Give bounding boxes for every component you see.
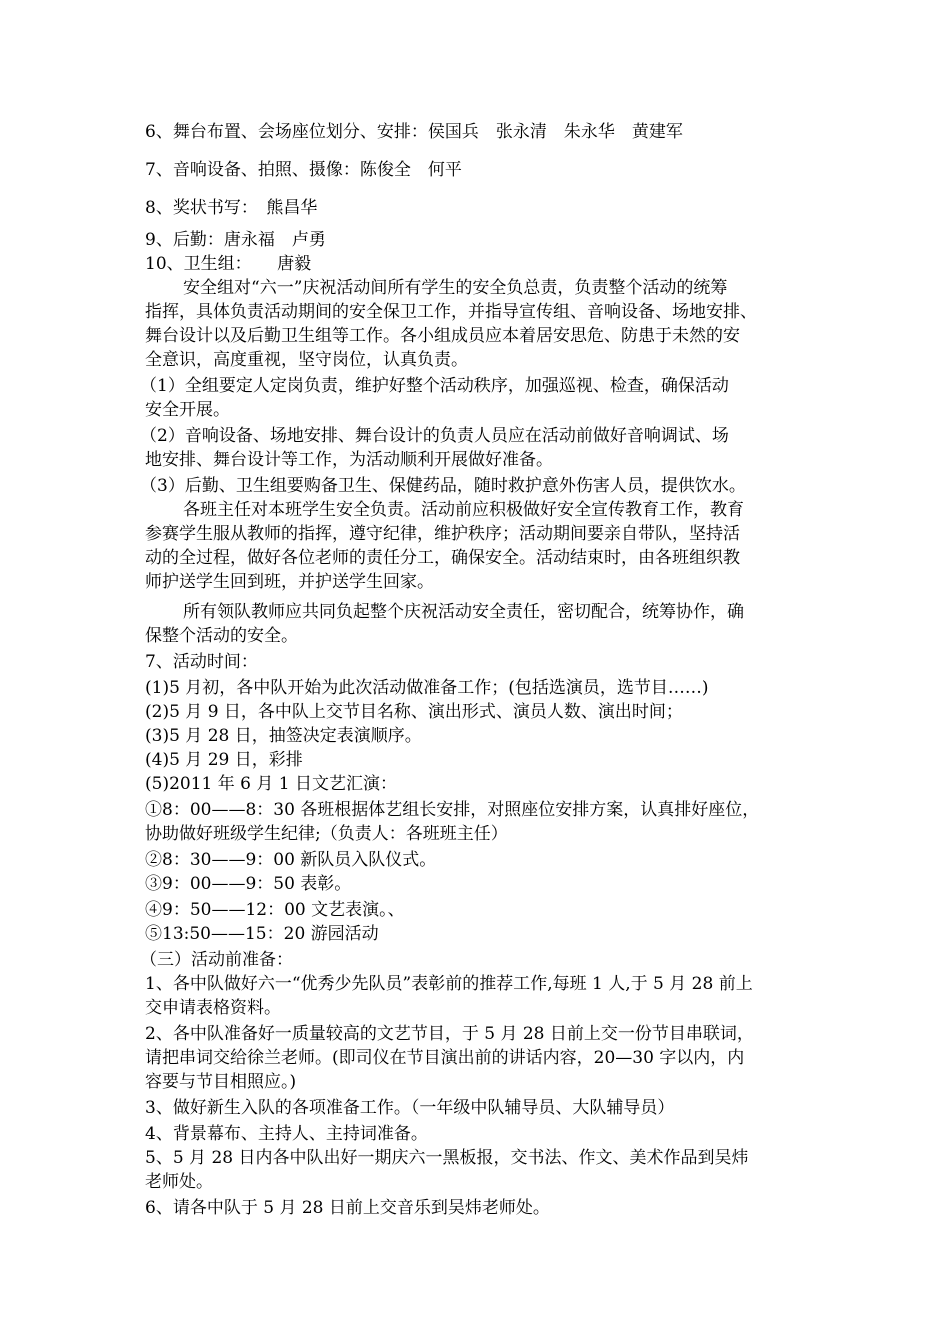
safety-para-line: 全意识，高度重视，坚守岗位，认真负责。 <box>145 350 468 370</box>
schedule-item: ②8：30——9：00 新队员入队仪式。 <box>145 850 437 870</box>
prep-item: 5、5 月 28 日内各中队出好一期庆六一黑板报，交书法、作文、美术作品到吴炜 <box>145 1148 749 1168</box>
safety-para-line: 安全组对“六一”庆祝活动间所有学生的安全负总责，负责整个活动的统筹 <box>183 278 728 298</box>
prep-item: 2、各中队准备好一质量较高的文艺节目，于 5 月 28 日前上交一份节目串联词， <box>145 1024 754 1044</box>
time-item: (3)5 月 28 日，抽签决定表演顺序。 <box>145 726 422 746</box>
safety-item-line: 地安排、舞台设计等工作，为活动顺利开展做好准备。 <box>145 450 553 470</box>
prep-item: 3、做好新生入队的各项准备工作。（一年级中队辅导员、大队辅导员） <box>145 1098 675 1118</box>
safety-para-line: 指挥，具体负责活动期间的安全保卫工作，并指导宣传组、音响设备、场地安排、 <box>145 302 757 322</box>
prep-heading: （三）活动前准备： <box>140 950 293 970</box>
schedule-item: ⑤13:50——15：20 游园活动 <box>145 924 379 944</box>
safety-item-line: 安全开展。 <box>145 400 230 420</box>
prep-item: 6、请各中队于 5 月 28 日前上交音乐到吴炜老师处。 <box>145 1198 550 1218</box>
teacher-para-line: 参赛学生服从教师的指挥，遵守纪律，维护秩序；活动期间要亲自带队，坚持活 <box>145 524 740 544</box>
staff-line-hygiene: 10、卫生组： 唐毅 <box>145 254 312 274</box>
staff-line-stage: 6、舞台布置、会场座位划分、安排：侯国兵 张永清 朱永华 黄建军 <box>145 122 683 142</box>
teacher-para-line: 各班主任对本班学生安全负责。活动前应积极做好安全宣传教育工作，教育 <box>183 500 744 520</box>
prep-item: 交申请表格资料。 <box>145 998 281 1018</box>
prep-item: 容要与节目相照应。) <box>145 1072 297 1092</box>
prep-item: 老师处。 <box>145 1172 213 1192</box>
staff-line-certificates: 8、奖状书写： 熊昌华 <box>145 198 318 218</box>
time-item: (5)2011 年 6 月 1 日文艺汇演： <box>145 774 397 794</box>
safety-para-line: 舞台设计以及后勤卫生组等工作。各小组成员应本着居安思危、防患于未然的安 <box>145 326 740 346</box>
safety-item-line: （3）后勤、卫生组要购备卫生、保健药品，随时救护意外伤害人员，提供饮水。 <box>140 476 746 496</box>
schedule-item: 协助做好班级学生纪律;（负责人：各班班主任） <box>145 824 508 844</box>
teacher-para-line: 师护送学生回到班，并护送学生回家。 <box>145 572 434 592</box>
time-item: (4)5 月 29 日，彩排 <box>145 750 303 770</box>
time-item: (1)5 月初，各中队开始为此次活动做准备工作；(包括选演员，选节目……) <box>145 678 709 698</box>
prep-item: 4、背景幕布、主持人、主持词准备。 <box>145 1124 428 1144</box>
staff-line-logistics: 9、后勤：唐永福 卢勇 <box>145 230 326 250</box>
schedule-item: ④9：50——12：00 文艺表演。、 <box>145 900 405 920</box>
time-item: (2)5 月 9 日，各中队上交节目名称、演出形式、演员人数、演出时间； <box>145 702 683 722</box>
leader-para-line: 所有领队教师应共同负起整个庆祝活动安全责任，密切配合，统筹协作，确 <box>183 602 744 622</box>
prep-item: 请把串词交给徐兰老师。(即司仪在节目演出前的讲话内容，20—30 字以内，内 <box>145 1048 745 1068</box>
staff-line-audio: 7、音响设备、拍照、摄像：陈俊全 何平 <box>145 160 462 180</box>
safety-item-line: （2）音响设备、场地安排、舞台设计的负责人员应在活动前做好音响调试、场 <box>140 426 729 446</box>
schedule-item: ①8：00——8：30 各班根据体艺组长安排，对照座位安排方案，认真排好座位， <box>145 800 760 820</box>
teacher-para-line: 动的全过程，做好各位老师的责任分工，确保安全。活动结束时，由各班组织教 <box>145 548 740 568</box>
schedule-item: ③9：00——9：50 表彰。 <box>145 874 352 894</box>
time-heading: 7、活动时间： <box>145 652 258 672</box>
leader-para-line: 保整个活动的安全。 <box>145 626 298 646</box>
prep-item: 1、各中队做好六一“优秀少先队员”表彰前的推荐工作,每班 1 人,于 5 月 28 前上 <box>145 974 753 994</box>
safety-item-line: （1）全组要定人定岗负责，维护好整个活动秩序，加强巡视、检查，确保活动 <box>140 376 729 396</box>
